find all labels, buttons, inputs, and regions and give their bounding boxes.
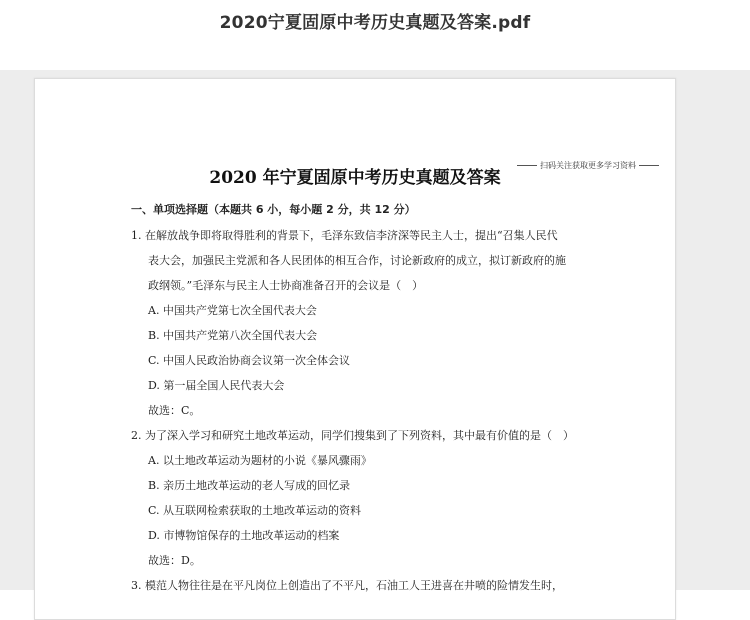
q2-option-c: C. 从互联网检索获取的土地改革运动的资料 bbox=[148, 504, 362, 517]
q2-answer: 故选：D。 bbox=[148, 554, 201, 567]
q1-option-d: D. 第一届全国人民代表大会 bbox=[148, 379, 285, 392]
q3-stem-line1: 3. 模范人物往往是在平凡岗位上创造出了不平凡，石油工人王进喜在井喷的险情发生时， bbox=[131, 579, 563, 592]
section-heading: 一、单项选择题（本题共 6 小，每小题 2 分，共 12 分） bbox=[131, 203, 416, 216]
viewer-header bbox=[0, 0, 750, 70]
promo-text: 扫码关注获取更多学习资料 bbox=[540, 161, 636, 170]
pdf-page bbox=[34, 78, 676, 620]
q1-option-a: A. 中国共产党第七次全国代表大会 bbox=[148, 304, 317, 317]
q1-option-c: C. 中国人民政治协商会议第一次全体会议 bbox=[148, 354, 351, 367]
q1-answer: 故选：C。 bbox=[148, 404, 201, 417]
q2-stem-line1: 2. 为了深入学习和研究土地改革运动，同学们搜集到了下列资料，其中最有价值的是（ ） bbox=[131, 429, 574, 442]
document-title: 2020 年宁夏固原中考历史真题及答案 bbox=[209, 168, 501, 188]
q2-option-b: B. 亲历土地改革运动的老人写成的回忆录 bbox=[148, 479, 351, 492]
q1-stem-line3: 政纲领。”毛泽东与民主人士协商准备召开的会议是（ ） bbox=[148, 279, 424, 292]
file-title: 2020宁夏固原中考历史真题及答案.pdf bbox=[219, 13, 531, 33]
q1-stem-line1: 1. 在解放战争即将取得胜利的背景下，毛泽东致信李济深等民主人士，提出“召集人民代 bbox=[131, 229, 558, 242]
q1-option-b: B. 中国共产党第八次全国代表大会 bbox=[148, 329, 318, 342]
q1-stem-line2: 表大会，加强民主党派和各人民团体的相互合作，讨论新政府的成立，拟订新政府的施 bbox=[148, 254, 566, 267]
document-viewer[interactable] bbox=[0, 70, 750, 590]
q2-option-d: D. 市博物馆保存的土地改革运动的档案 bbox=[148, 529, 340, 542]
q2-option-a: A. 以土地改革运动为题材的小说《暴风骤雨》 bbox=[148, 454, 372, 467]
